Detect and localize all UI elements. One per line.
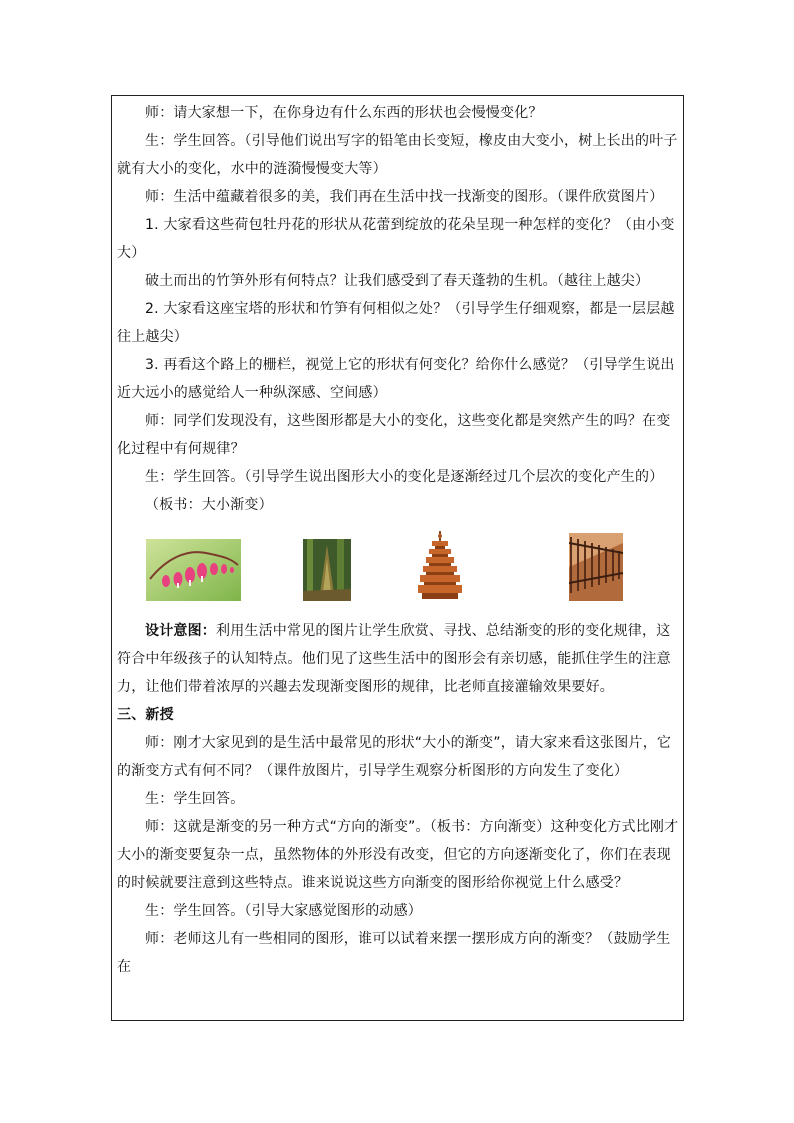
paragraph: 生：学生回答。（引导大家感觉图形的动感） (145, 903, 422, 919)
paragraph: 破土而出的竹笋外形有何特点？让我们感受到了春天蓬勃的生机。（越往上越尖） (145, 273, 650, 289)
paragraph: 师：生活中蕴藏着很多的美，我们再在生活中找一找渐变的图形。（课件欣赏图片） (145, 189, 664, 205)
bleeding-heart-photo (146, 539, 241, 601)
section-heading: 三、新授 (117, 707, 174, 723)
bamboo-shoot-photo (303, 539, 351, 601)
paragraph: 生：学生回答。（引导学生说出图形大小的变化是逐渐经过几个层次的变化产生的） (145, 469, 664, 485)
design-intent (117, 617, 680, 701)
paragraph: 师：同学们发现没有，这些图形都是大小的变化，这些变化都是突然产生的吗？在变化过程中有何规律？ (117, 413, 671, 457)
paragraph: 2. 大家看这座宝塔的形状和竹笋有何相似之处？（引导学生仔细观察，都是一层层越往上越尖） (117, 301, 675, 345)
paragraph: 师：老师这儿有一些相同的图形，谁可以试着来摆一摆形成方向的渐变？（鼓励学生在 (117, 931, 671, 975)
paragraph: 生：学生回答。 (145, 791, 245, 807)
paragraph: 师：刚才大家见到的是生活中最常见的形状“大小的渐变”，请大家来看这张图片，它的渐变方式有何不同？（课件放图片，引导学生观察分析图形的方向发生了变化） (117, 735, 672, 779)
paragraph: 3. 再看这个路上的栅栏，视觉上它的形状有何变化？给你什么感觉？（引导学生说出近大远小的感觉给人一种纵深感、空间感） (117, 357, 675, 401)
paragraph: 师：这就是渐变的另一种方式“方向的渐变”。（板书：方向渐变）这种变化方式比刚才大小的渐变要复杂一点，虽然物体的外形没有改变，但它的方向逐渐变化了，你们在表现的时候就要注意到这些特点。谁来说说这些方向渐变的图形给你视觉上什么感受？ (117, 819, 679, 891)
paragraph: 师：请大家想一下，在你身边有什么东西的形状也会慢慢变化？ (145, 105, 543, 121)
paragraph: 1. 大家看这些荷包牡丹花的形状从花蕾到绽放的花朵呈现一种怎样的变化？（由小变大） (117, 217, 675, 261)
design-intent-label: 设计意图： (145, 623, 216, 639)
image-row (117, 529, 680, 615)
design-intent-text: 利用生活中常见的图片让学生欣赏、寻找、总结渐变的形的变化规律，这符合中年级孩子的认知特点。他们见了这些生活中的图形会有亲切感，能抓住学生的注意力，让他们带着浓厚的兴趣去发现渐变图形的规律，比老师直接灌输效果要好。 (117, 623, 671, 695)
fence-photo (569, 533, 623, 601)
paragraph: 生：学生回答。（引导他们说出写字的铅笔由长变短，橡皮由大变小，树上长出的叶子就有大小的变化，水中的涟漪慢慢变大等） (117, 133, 678, 177)
paragraph: （板书：大小渐变） (145, 497, 273, 513)
lesson-content (117, 97, 680, 981)
pagoda-photo (414, 531, 466, 603)
